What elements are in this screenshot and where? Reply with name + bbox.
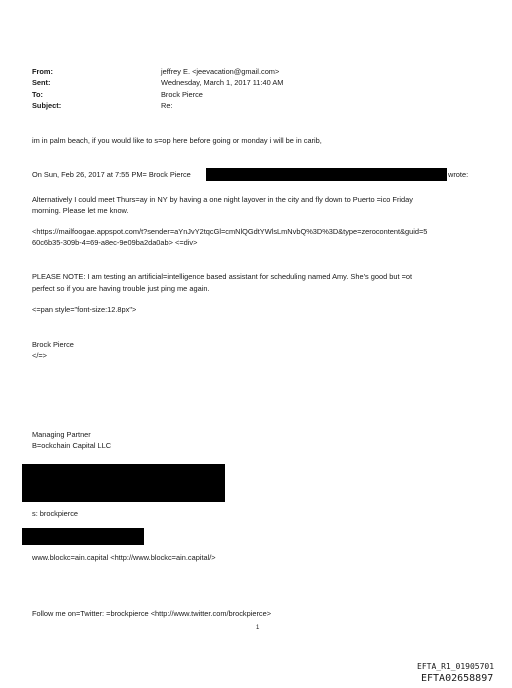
sent-label: Sent: xyxy=(32,78,51,87)
signature-company: B=ockchain Capital LLC xyxy=(32,441,112,450)
signature-close: </=> xyxy=(32,351,48,360)
reply-line: im in palm beach, if you would like to s=op here before going or monday i will be in carib, xyxy=(32,136,322,145)
span-markup: <=pan style="font-size:12.8px"> xyxy=(32,305,137,314)
note-line: PLEASE NOTE: I am testing an artificial=intelligence based assistant for scheduling named Amy. She's good but =ot xyxy=(32,272,413,281)
page-number: 1 xyxy=(256,625,260,631)
from-value: jeffrey E. <jeevacation@gmail.com> xyxy=(161,67,280,76)
skype-handle: s: brockpierce xyxy=(32,509,79,518)
sent-value: Wednesday, March 1, 2017 11:40 AM xyxy=(161,78,284,87)
tracking-link: <https://mailfoogae.appspot.com/t?sender=aYnJvY2tqcGl=cmNlQGdtYWlsLmNvbQ%3D%3D&type=zerocontent&guid=5 xyxy=(32,227,428,236)
to-label: To: xyxy=(32,90,43,99)
signature-name: Brock Pierce xyxy=(32,340,74,349)
quote-wrote: wrote: xyxy=(448,170,469,179)
paragraph-line: morning. Please let me know. xyxy=(32,206,129,215)
signature-title: Managing Partner xyxy=(32,430,91,439)
paragraph-line: Alternatively I could meet Thurs=ay in NY by having a one night layover in the city and fly down to Puerto =ico Friday xyxy=(32,195,413,204)
tracking-link: 60c6b35-309b-4=69-a8ec-9e09ba2da0ab> <=div> xyxy=(32,238,198,247)
bates-number: EFTA02658897 xyxy=(421,673,494,684)
from-label: From: xyxy=(32,67,53,76)
note-line: perfect so if you are having trouble just ping me again. xyxy=(32,284,210,293)
subject-value: Re: xyxy=(161,101,173,110)
twitter-line: Follow me on=Twitter: =brockpierce <http://www.twitter.com/brockpierce> xyxy=(32,609,272,618)
to-value: Brock Pierce xyxy=(161,90,203,99)
subject-label: Subject: xyxy=(32,101,62,110)
redaction-bar xyxy=(206,168,447,181)
redaction-block xyxy=(22,528,144,545)
redaction-block xyxy=(22,464,225,502)
bates-number-r1: EFTA_R1_01905701 xyxy=(417,662,495,671)
website-line: www.blockc=ain.capital <http://www.blockc=ain.capital/> xyxy=(32,553,216,562)
quote-intro: On Sun, Feb 26, 2017 at 7:55 PM= Brock Pierce xyxy=(32,170,191,179)
